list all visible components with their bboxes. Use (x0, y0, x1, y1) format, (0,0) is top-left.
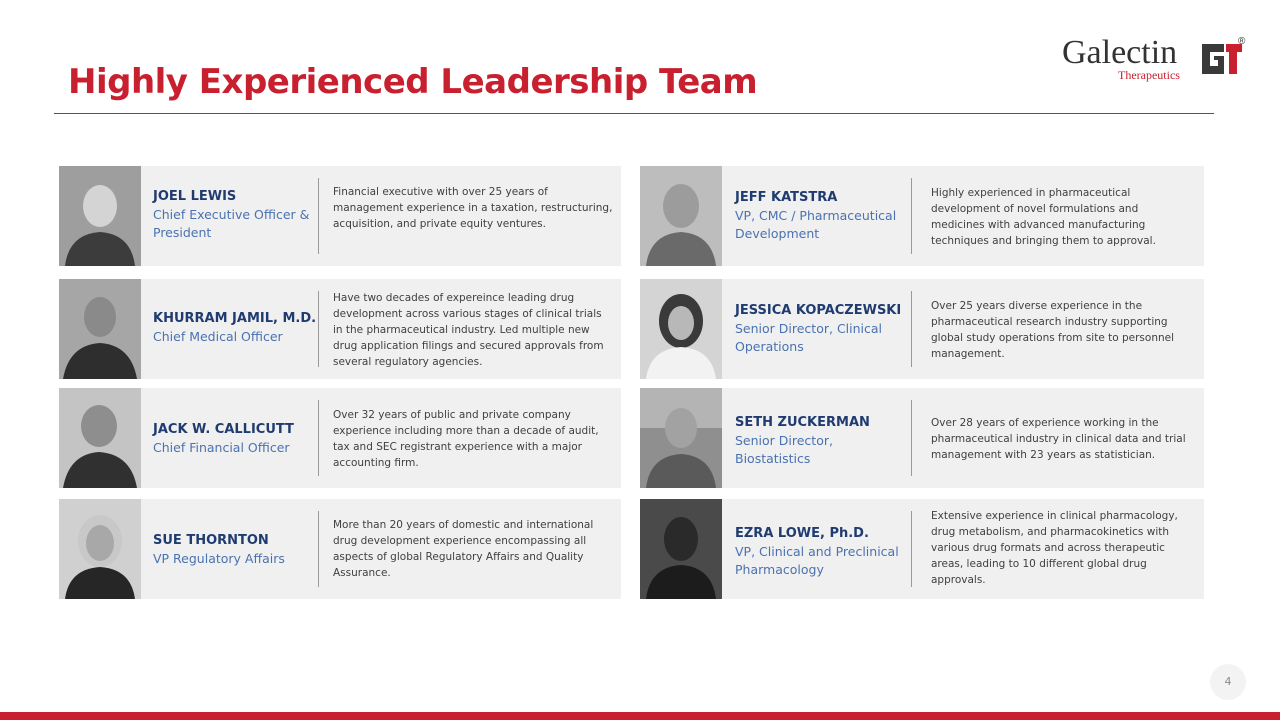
title-divider (54, 113, 1214, 114)
logo-wordmark: Galectin (1062, 34, 1178, 71)
page-number: 4 (1210, 664, 1246, 700)
member-role: Chief Financial Officer (153, 440, 290, 455)
team-card-jack-callicutt (59, 388, 621, 488)
registered-mark: ® (1238, 36, 1246, 47)
headshot-photo (59, 388, 141, 488)
headshot-photo (640, 166, 722, 266)
card-separator (911, 291, 912, 367)
member-bio: Over 25 years diverse experience in the pharmaceutical research industry supporting global study operations from site to personnel management. (931, 300, 1175, 360)
member-name: JACK W. CALLICUTT (153, 422, 294, 437)
member-bio: Extensive experience in clinical pharmacology, drug metabolism, and pharmacokinetics with various drug formats and across therapeutic areas, leading to 10 different global drug approvals. (931, 510, 1178, 586)
slide-title: Highly Experienced Leadership Team (68, 62, 758, 102)
team-card-seth-zuckerman (640, 388, 1204, 488)
member-role: Chief Medical Officer (153, 329, 283, 344)
card-separator (318, 400, 319, 476)
member-role: VP, Clinical and Preclinical Pharmacology (735, 544, 899, 577)
headshot-photo (640, 499, 722, 599)
member-name: JEFF KATSTRA (735, 190, 838, 205)
bottom-accent-bar (0, 712, 1280, 720)
member-name: EZRA LOWE, Ph.D. (735, 526, 869, 541)
headshot-photo (59, 279, 141, 379)
member-name: SETH ZUCKERMAN (735, 415, 870, 430)
team-card-sue-thornton (59, 499, 621, 599)
member-bio: Over 32 years of public and private company experience including more than a decade of audit, tax and SEC registrant experience with a major accounting firm. (333, 409, 599, 469)
member-name: SUE THORNTON (153, 533, 269, 548)
team-card-joel-lewis (59, 166, 621, 266)
member-bio: Have two decades of expereince leading drug development across various stages of clinical trials in the pharmaceutical industry. Led multiple new drug application filings and secured approvals from several regulatory agencies. (333, 292, 604, 368)
member-bio: More than 20 years of domestic and international drug development experience encompassing all aspects of global Regulatory Affairs and Quality Assurance. (333, 519, 594, 579)
member-role: VP, CMC / Pharmaceutical Development (735, 208, 897, 241)
member-bio: Over 28 years of experience working in the pharmaceutical industry in clinical data and trial management with 23 years as statistician. (931, 417, 1186, 461)
member-name: KHURRAM JAMIL, M.D. (153, 311, 317, 326)
headshot-photo (59, 166, 141, 266)
card-separator (318, 291, 319, 367)
team-card-jessica-kopaczewski (640, 279, 1204, 379)
member-role: Senior Director, Clinical Operations (735, 321, 883, 354)
card-separator (318, 511, 319, 587)
logo-subtitle: Therapeutics (1118, 68, 1180, 82)
company-logo (1062, 36, 1252, 86)
member-bio: Highly experienced in pharmaceutical development of novel formulations and medicines with advanced manufacturing techniques and bringing them to approval. (931, 187, 1156, 247)
member-role: Senior Director, Biostatistics (735, 433, 833, 466)
member-name: JESSICA KOPACZEWSKI (735, 303, 902, 318)
team-card-jeff-katstra (640, 166, 1204, 266)
headshot-photo (59, 499, 141, 599)
member-role: VP Regulatory Affairs (153, 551, 285, 566)
member-name: JOEL LEWIS (153, 189, 237, 204)
member-bio: Financial executive with over 25 years of management experience in a taxation, restructuring, acquisition, and private equity ventures. (333, 186, 613, 230)
card-separator (911, 511, 912, 587)
headshot-photo (640, 279, 722, 379)
card-separator (911, 178, 912, 254)
headshot-photo (640, 388, 722, 488)
card-separator (911, 400, 912, 476)
team-card-khurram-jamil (59, 279, 621, 379)
team-card-ezra-lowe (640, 499, 1204, 599)
member-role: Chief Executive Officer & President (153, 207, 310, 240)
card-separator (318, 178, 319, 254)
